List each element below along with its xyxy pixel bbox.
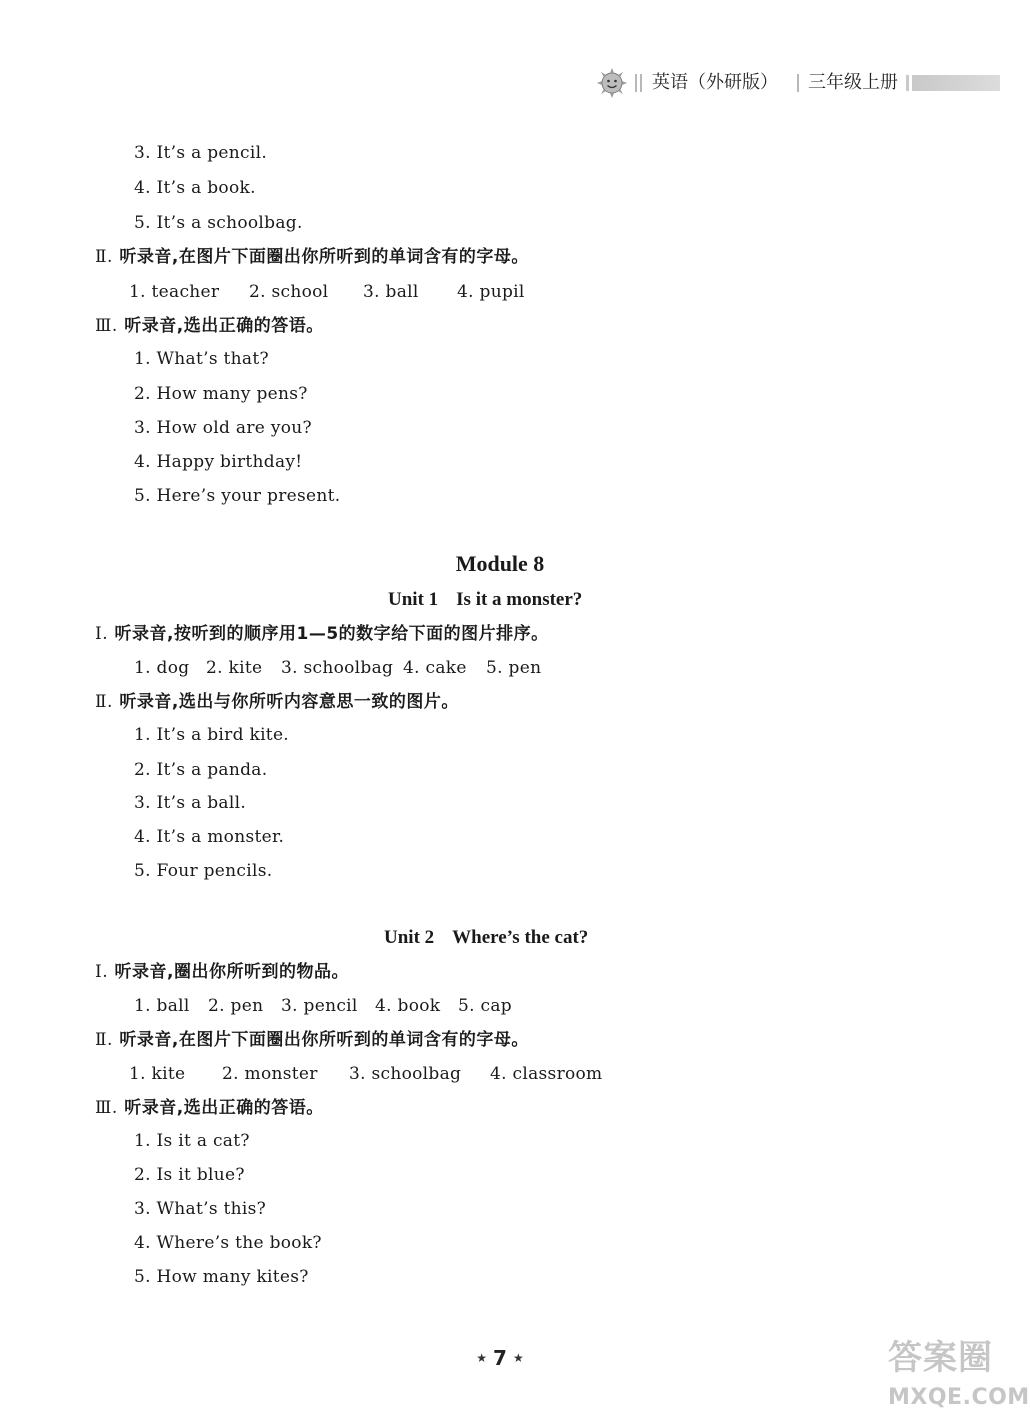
- header-grey-band: [912, 75, 1000, 91]
- section-title: 听录音,圈出你所听到的物品。: [114, 962, 350, 982]
- list-item: 3. It’s a ball.: [134, 793, 247, 813]
- section-heading: [95, 1097, 324, 1119]
- header-grade: 三年级上册: [808, 72, 898, 93]
- list-item: 4. Where’s the book?: [134, 1233, 322, 1253]
- watermark: [888, 1338, 1030, 1423]
- header-stripe: [906, 75, 909, 91]
- list-item: 2. It’s a panda.: [134, 760, 268, 780]
- watermark-logo: 答案圈: [888, 1338, 993, 1378]
- list-item: 3. It’s a pencil.: [134, 143, 268, 163]
- option: 3. pencil: [281, 996, 358, 1016]
- section-numeral: Ⅰ.: [95, 962, 109, 982]
- unit-title: [388, 588, 582, 612]
- section-title: 听录音,按听到的顺序用1—5的数字给下面的图片排序。: [114, 624, 549, 644]
- option: 3. ball: [363, 282, 419, 302]
- header-divider: [797, 74, 799, 92]
- option: 5. pen: [486, 658, 542, 678]
- section-numeral: Ⅲ.: [95, 1098, 118, 1118]
- list-item: 2. How many pens?: [134, 384, 308, 404]
- section-title: 听录音,在图片下面圈出你所听到的单词含有的字母。: [119, 247, 529, 267]
- list-item: 1. Is it a cat?: [134, 1131, 250, 1151]
- page-footer: [0, 1345, 1000, 1371]
- unit-name: Where’s the cat?: [452, 927, 589, 948]
- unit-name: Is it a monster?: [456, 589, 583, 610]
- section-numeral: Ⅲ.: [95, 316, 118, 336]
- section-title: 听录音,选出与你所听内容意思一致的图片。: [119, 692, 459, 712]
- option: 2. monster: [222, 1064, 318, 1084]
- section-heading: [95, 691, 459, 713]
- list-item: 4. Happy birthday!: [134, 452, 303, 472]
- option: 3. schoolbag: [349, 1064, 462, 1084]
- section-heading: [95, 1029, 529, 1051]
- option-row: [129, 1063, 602, 1085]
- option: 5. cap: [458, 996, 512, 1016]
- option: 4. classroom: [490, 1064, 603, 1084]
- list-item: 5. Four pencils.: [134, 861, 273, 881]
- list-item: 5. It’s a schoolbag.: [134, 213, 303, 233]
- list-item: 4. It’s a book.: [134, 178, 256, 198]
- section-title: 听录音,选出正确的答语。: [124, 1098, 324, 1118]
- section-title: 听录音,选出正确的答语。: [124, 316, 324, 336]
- option: 4. pupil: [457, 282, 525, 302]
- option: 4. cake: [403, 658, 467, 678]
- watermark-url: MXQE.COM: [888, 1385, 1030, 1410]
- section-heading: [95, 315, 324, 337]
- option-row: [134, 995, 512, 1017]
- star-icon: ★: [476, 1351, 488, 1365]
- module-title: Module 8: [455, 551, 545, 576]
- list-item: 1. It’s a bird kite.: [134, 725, 290, 745]
- section-heading: [95, 961, 349, 983]
- section-numeral: Ⅱ.: [95, 1030, 113, 1050]
- section-numeral: Ⅰ.: [95, 624, 109, 644]
- option: 1. ball: [134, 996, 190, 1016]
- option: 1. kite: [129, 1064, 186, 1084]
- option: 1. dog: [134, 658, 190, 678]
- list-item: 3. What’s this?: [134, 1199, 267, 1219]
- list-item: 1. What’s that?: [134, 349, 269, 369]
- option: 2. kite: [206, 658, 263, 678]
- section-title: 听录音,在图片下面圈出你所听到的单词含有的字母。: [119, 1030, 529, 1050]
- option: 2. pen: [208, 996, 264, 1016]
- list-item: 2. Is it blue?: [134, 1165, 245, 1185]
- section-numeral: Ⅱ.: [95, 692, 113, 712]
- section-heading: [95, 623, 549, 645]
- option-row: [134, 657, 541, 679]
- list-item: 4. It’s a monster.: [134, 827, 285, 847]
- section-heading: [95, 246, 529, 268]
- list-item: 3. How old are you?: [134, 418, 312, 438]
- option-row: [129, 281, 525, 303]
- header-subject: 英语（外研版）: [652, 72, 778, 93]
- option: 1. teacher: [129, 282, 220, 302]
- section-numeral: Ⅱ.: [95, 247, 113, 267]
- list-item: 5. How many kites?: [134, 1267, 309, 1287]
- star-icon: ★: [512, 1351, 524, 1365]
- unit-title: [384, 926, 588, 950]
- running-header: [594, 66, 1000, 100]
- page-number: 7: [493, 1346, 507, 1370]
- list-item: 5. Here’s your present.: [134, 486, 341, 506]
- unit-label: Unit 2: [384, 927, 435, 948]
- header-divider: [640, 74, 642, 92]
- option: 3. schoolbag: [281, 658, 394, 678]
- header-divider: [635, 74, 637, 92]
- unit-label: Unit 1: [388, 589, 439, 610]
- option: 2. school: [249, 282, 329, 302]
- option: 4. book: [375, 996, 441, 1016]
- sun-mascot-icon: [594, 66, 630, 100]
